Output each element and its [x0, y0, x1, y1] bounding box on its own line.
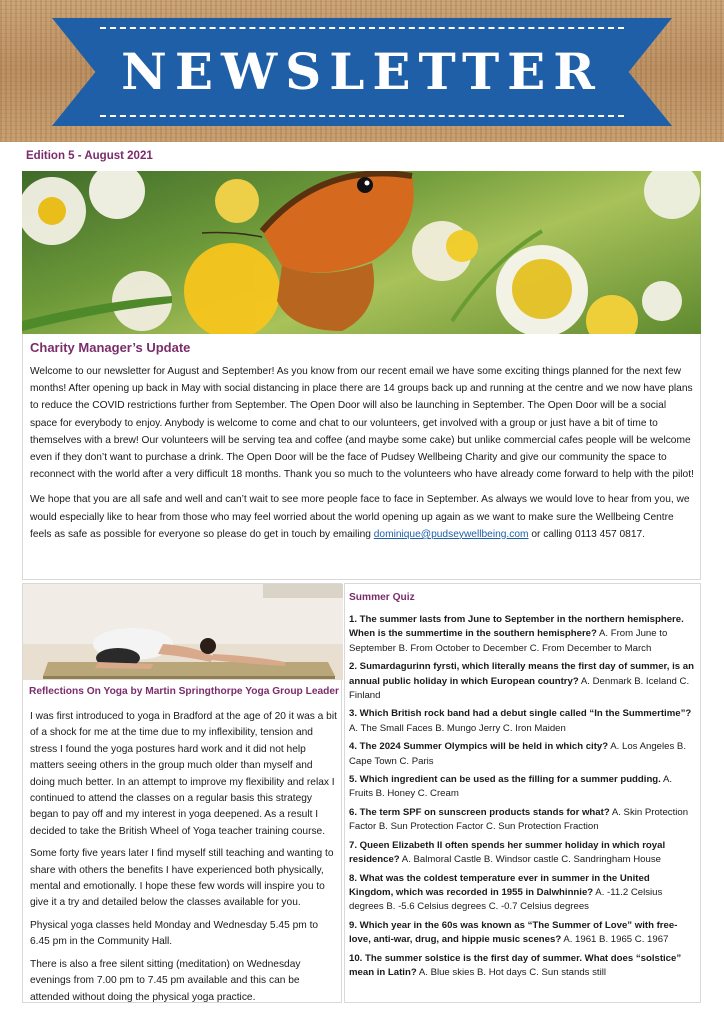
quiz-question: 10. The summer solstice is the first day of summer. What does “solstice” mean in Latin? — [349, 952, 682, 978]
charity-update-paragraph-2 — [30, 491, 694, 543]
quiz-question: 3. Which British rock band had a debut single called “In the Summertime”? — [349, 708, 692, 720]
charity-update-paragraph-1: Welcome to our newsletter for August and September! As you know from our recent email we have some exciting things planned for the next few months! After opening up back in May with social distancing in place there are 14 groups back up and running at the centre and we now have plans to reduce the COVID restrictions further from September. The Open Door will also be launching in September. The Open Door will be a social space for everybody to enjoy. Anybody is welcome to come and chat to our volunteers, get involved with a group or just have a bit of time to themselves with a brew! Our volunteers will be serving tea and coffee (and maybe some cake) but unlike commercial cafes people will be welcome even if they don’t want to purchase a drink. The Open Door will be the face of Pudsey Wellbeing Charity and give our community the space to reconnect with the world after a very difficult 18 months. Thank you so much to the volunteers who have already come forward to help with the pilot! — [30, 366, 694, 481]
quiz-item — [349, 660, 695, 703]
newsletter-title: NEWSLETTER — [121, 42, 603, 101]
yoga-paragraph: I was first introduced to yoga in Bradford at the age of 20 it was a bit of a shock for me at the time due to my inflexibility, tension and stress I found the yoga postures hard work and it did not help matters seeing others in the group much older than myself and doing much better. In an attempt to improve my flexibility and relax I continued to attend the classes on a regular basis this strategy began to pay off and my interest in yoga deepened. As a result I decided to take the British Wheel of Yoga teacher training course. — [30, 711, 337, 837]
quiz-question: 2. Sumardagurinn fyrsti, which literally means the first day of summer, is an annual public holiday in which European country? — [349, 661, 694, 687]
quiz-answers: A. Skin Protection Factor B. Sun Protection Factor C. Sun Protection Fraction — [349, 806, 689, 833]
quiz-question: 8. What was the coldest temperature ever in summer in the United Kingdom, which was recorded in 1955 in Dalwhinnie? — [349, 872, 650, 898]
yoga-paragraph: Physical yoga classes held Monday and Wednesday 5.45 pm to 6.45 pm in the Community Hall. — [30, 919, 319, 948]
quiz-item — [349, 613, 695, 656]
paragraph-2-end: or calling 0113 457 0817. — [528, 528, 646, 540]
yoga-body — [30, 709, 338, 1006]
quiz-item — [349, 707, 695, 736]
quiz-item — [349, 806, 695, 835]
butterfly-on-daisies-photo — [22, 171, 701, 334]
summer-quiz-section — [344, 583, 701, 1003]
quiz-answers: A. Los Angeles B. Cape Town C. Paris — [349, 741, 686, 767]
yoga-section — [22, 583, 342, 1003]
yoga-paragraph: Some forty five years later I find myself still teaching and wanting to share with others the benefits I have experienced both physically, mental and emotionally. I hope these few words will inspire you to give it a try and detailed below the classes available for you. — [30, 848, 334, 909]
charity-update-heading: Charity Manager’s Update — [30, 340, 191, 355]
yoga-heading: Reflections On Yoga by Martin Springthorpe Yoga Group Leader — [29, 686, 340, 697]
quiz-item — [349, 919, 695, 948]
email-link[interactable]: dominique@pudseywellbeing.com — [373, 528, 529, 540]
quiz-answers: A. -11.2 Celsius degrees B. -5.6 Celsius degrees C. -0.7 Celsius degrees — [349, 886, 663, 913]
quiz-answers: A. Balmoral Castle B. Windsor castle C. Sandringham House — [399, 854, 661, 866]
quiz-question: 9. Which year in the 60s was known as “The Summer of Love” with free-love, anti-war, drug, and hippie music scenes? — [349, 919, 678, 946]
quiz-item — [349, 952, 695, 981]
paragraph-2-start: We hope that you are all safe and well and can’t wait to see more people face to face in September. As always we would love to hear from you, we would especially like to hear from those who may feel worried about the world opening up again as we want to make sure the Wellbeing Centre feels as safe as possible for everyone so please do get in touch by emailing — [30, 494, 690, 540]
quiz-question: 4. The 2024 Summer Olympics will be held in which city? — [349, 741, 609, 753]
quiz-question: 7. Queen Elizabeth II often spends her summer holiday in which royal residence? — [349, 839, 666, 866]
quiz-question: 6. The term SPF on sunscreen products stands for what? — [349, 806, 610, 818]
charity-update-section — [22, 334, 701, 580]
quiz-item — [349, 839, 695, 868]
quiz-answers: A. The Small Faces B. Mungo Jerry C. Iron Maiden — [349, 722, 566, 734]
yoga-paragraph: There is also a free silent sitting (meditation) on Wednesday evenings from 7.00 pm to 7.45 pm available and this can be attended without doing the physical yoga practice. — [30, 958, 301, 1003]
quiz-item — [349, 773, 695, 802]
quiz-answers: A. Fruits B. Honey C. Cream — [349, 774, 673, 800]
yoga-photo — [23, 584, 343, 680]
hero-photo — [22, 171, 701, 334]
summer-quiz-heading: Summer Quiz — [349, 592, 415, 603]
quiz-answers: A. 1961 B. 1965 C. 1967 — [561, 934, 669, 946]
quiz-answers: A. From June to September B. From October to December C. From December to March — [349, 628, 668, 654]
quiz-question: 5. Which ingredient can be used as the filling for a summer pudding. — [349, 774, 661, 786]
quiz-question: 1. The summer lasts from June to September in the northern hemisphere. When is the summertime in the southern hemisphere? — [349, 614, 684, 640]
quiz-item — [349, 872, 695, 915]
quiz-item — [349, 740, 695, 769]
edition-label: Edition 5 - August 2021 — [26, 150, 153, 162]
yoga-pose-photo — [23, 584, 343, 680]
quiz-answers: A. Blue skies B. Hot days C. Sun stands still — [416, 966, 606, 978]
header-band — [0, 0, 724, 142]
quiz-answers: A. Denmark B. Iceland C. Finland — [349, 675, 690, 702]
